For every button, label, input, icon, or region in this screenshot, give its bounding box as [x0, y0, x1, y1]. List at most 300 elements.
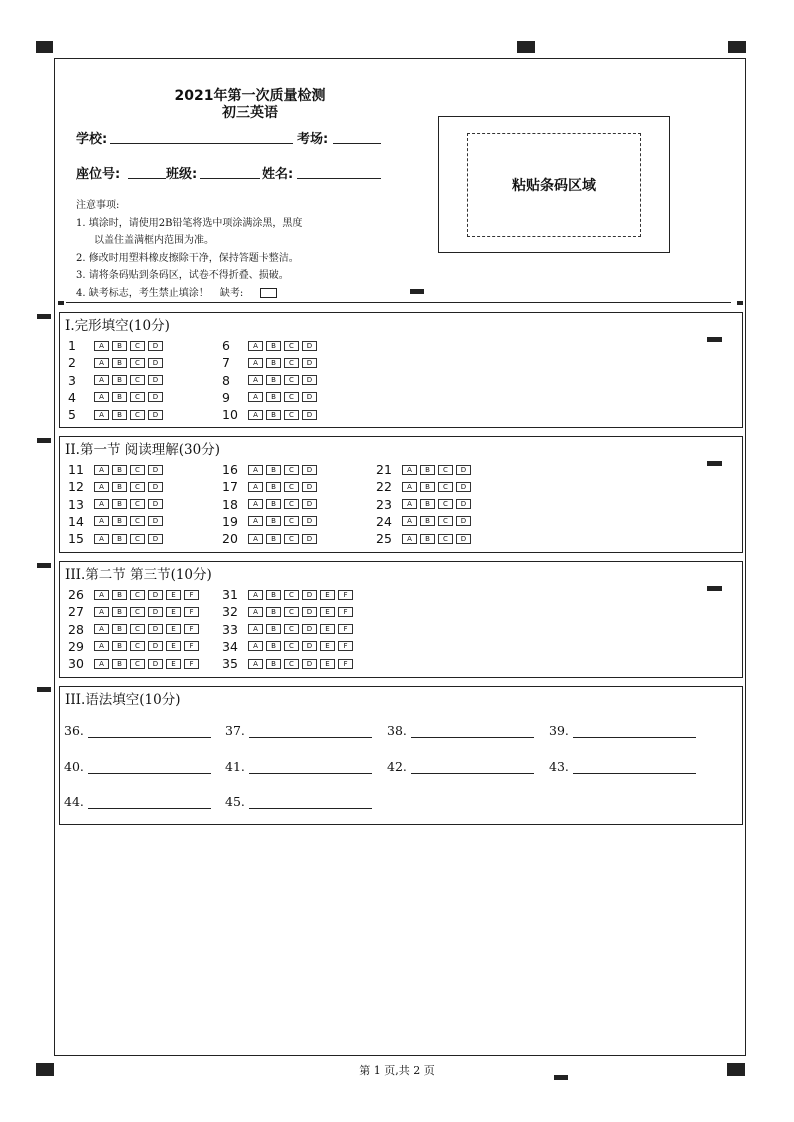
answer-bubble[interactable]: C — [130, 534, 145, 544]
question-number: 15 — [68, 531, 84, 547]
answer-line[interactable] — [88, 796, 211, 809]
question-number: 32 — [222, 604, 238, 620]
question-number: 17 — [222, 479, 238, 495]
answer-bubble[interactable]: F — [338, 641, 353, 651]
note-item: 1. 填涂时，请使用2B铅笔将选中项涂满涂黑，黑度 — [76, 217, 303, 229]
answer-bubble[interactable]: A — [248, 375, 263, 385]
answer-bubble[interactable]: B — [112, 534, 127, 544]
question-number: 12 — [68, 479, 84, 495]
answer-bubble[interactable]: E — [166, 590, 181, 600]
question-number: 34 — [222, 638, 238, 654]
answer-bubble[interactable]: A — [248, 358, 263, 368]
answer-bubble[interactable]: B — [420, 465, 435, 475]
answer-bubble[interactable]: C — [284, 375, 299, 385]
answer-bubble[interactable]: C — [130, 375, 145, 385]
question-row — [222, 513, 320, 530]
answer-bubble[interactable]: A — [402, 482, 417, 492]
answer-bubble[interactable]: E — [320, 590, 335, 600]
question-row — [222, 621, 356, 638]
fill-blank — [225, 723, 372, 738]
answer-bubble[interactable]: A — [94, 482, 109, 492]
exam-subject: 初三英语 — [222, 105, 278, 121]
answer-bubble[interactable]: D — [148, 516, 163, 526]
answer-bubble[interactable]: B — [112, 392, 127, 402]
question-number: 3 — [68, 372, 76, 388]
answer-bubble[interactable]: B — [420, 499, 435, 509]
question-row — [68, 603, 202, 620]
answer-bubble[interactable]: C — [130, 465, 145, 475]
answer-bubble[interactable]: A — [94, 624, 109, 634]
question-number: 1 — [68, 338, 76, 353]
note-item — [76, 285, 302, 303]
answer-bubble[interactable]: C — [130, 482, 145, 492]
answer-bubble[interactable]: D — [148, 659, 163, 669]
fill-blank — [225, 759, 372, 774]
page-footer: 第 1 页,共 2 页 — [359, 1064, 435, 1077]
answer-bubble[interactable]: C — [284, 358, 299, 368]
answer-bubble[interactable]: C — [284, 465, 299, 475]
answer-bubble[interactable]: B — [112, 590, 127, 600]
answer-bubble[interactable]: C — [284, 534, 299, 544]
answer-bubble[interactable]: B — [112, 641, 127, 651]
answer-bubble[interactable]: C — [284, 624, 299, 634]
answer-line[interactable] — [573, 725, 696, 738]
notes-block — [76, 197, 302, 302]
blank-number: 37. — [225, 723, 245, 738]
section-title: I.完形填空(10分) — [65, 318, 170, 334]
answer-bubble[interactable]: B — [420, 482, 435, 492]
answer-bubble[interactable]: D — [302, 410, 317, 420]
answer-bubble[interactable]: B — [266, 499, 281, 509]
fill-blank — [387, 723, 534, 738]
answer-bubble[interactable]: F — [184, 607, 199, 617]
answer-bubble[interactable]: B — [266, 392, 281, 402]
answer-bubble[interactable]: C — [284, 410, 299, 420]
alignment-mark — [517, 41, 535, 53]
answer-bubble[interactable]: A — [402, 516, 417, 526]
answer-bubble[interactable]: A — [94, 534, 109, 544]
notes-heading: 注意事项: — [76, 200, 120, 211]
blank-number: 42. — [387, 758, 407, 774]
answer-bubble[interactable]: A — [248, 659, 263, 669]
question-number: 22 — [376, 479, 392, 495]
answer-line[interactable] — [411, 725, 534, 738]
answer-bubble[interactable]: B — [266, 410, 281, 420]
alignment-mark — [728, 41, 746, 53]
question-row — [68, 372, 166, 389]
answer-bubble[interactable]: D — [456, 482, 471, 492]
answer-bubble[interactable]: C — [130, 392, 145, 402]
answer-bubble[interactable]: A — [94, 465, 109, 475]
answer-bubble[interactable]: C — [284, 607, 299, 617]
question-row — [222, 586, 356, 603]
answer-bubble[interactable]: A — [402, 534, 417, 544]
answer-bubble[interactable]: D — [148, 410, 163, 420]
question-number: 27 — [68, 604, 84, 620]
question-row — [68, 638, 202, 655]
answer-bubble[interactable]: A — [94, 375, 109, 385]
answer-bubble[interactable]: C — [130, 516, 145, 526]
answer-bubble[interactable]: C — [438, 534, 453, 544]
answer-bubble[interactable]: A — [94, 641, 109, 651]
answer-bubble[interactable]: E — [320, 659, 335, 669]
name-field[interactable] — [297, 178, 381, 179]
question-number: 28 — [68, 621, 84, 637]
fill-blank — [549, 723, 696, 738]
question-row — [222, 530, 320, 547]
section-title: III.语法填空(10分) — [65, 692, 181, 708]
question-number: 35 — [222, 656, 238, 672]
question-number: 13 — [68, 496, 84, 512]
question-row — [376, 496, 474, 513]
answer-bubble[interactable]: B — [266, 534, 281, 544]
question-row — [376, 461, 474, 478]
question-row — [222, 496, 320, 513]
answer-bubble[interactable]: A — [248, 516, 263, 526]
question-number: 18 — [222, 496, 238, 512]
answer-bubble[interactable]: A — [94, 341, 109, 351]
question-row — [68, 655, 202, 672]
answer-bubble[interactable]: F — [184, 659, 199, 669]
answer-bubble[interactable]: B — [266, 659, 281, 669]
alignment-mark — [36, 41, 53, 53]
question-number: 23 — [376, 496, 392, 512]
header-divider — [66, 302, 731, 303]
answer-bubble[interactable]: F — [184, 590, 199, 600]
question-row — [376, 530, 474, 547]
answer-bubble[interactable]: B — [266, 607, 281, 617]
answer-bubble[interactable]: B — [112, 410, 127, 420]
absent-label: 缺考: — [219, 287, 244, 299]
question-row — [222, 638, 356, 655]
question-row — [222, 655, 356, 672]
answer-bubble[interactable]: B — [266, 375, 281, 385]
question-row — [68, 586, 202, 603]
answer-bubble[interactable]: C — [130, 410, 145, 420]
answer-bubble[interactable]: C — [130, 499, 145, 509]
answer-bubble[interactable]: D — [148, 392, 163, 402]
answer-bubble[interactable]: D — [302, 465, 317, 475]
answer-bubble[interactable]: B — [112, 341, 127, 351]
answer-bubble[interactable]: B — [266, 641, 281, 651]
answer-bubble[interactable]: C — [284, 641, 299, 651]
answer-bubble[interactable]: D — [302, 659, 317, 669]
blank-number: 45. — [225, 794, 245, 809]
answer-bubble[interactable]: B — [420, 516, 435, 526]
answer-bubble[interactable]: D — [302, 375, 317, 385]
answer-line[interactable] — [88, 761, 211, 774]
question-number: 16 — [222, 462, 238, 477]
answer-bubble[interactable]: C — [130, 624, 145, 634]
answer-bubble[interactable]: B — [266, 624, 281, 634]
answer-bubble[interactable]: C — [284, 659, 299, 669]
answer-bubble[interactable]: D — [148, 465, 163, 475]
answer-bubble[interactable]: D — [456, 499, 471, 509]
section-mark — [707, 586, 722, 591]
answer-bubble[interactable]: B — [266, 465, 281, 475]
question-number: 20 — [222, 531, 238, 547]
barcode-area — [438, 116, 670, 253]
answer-bubble[interactable]: B — [112, 659, 127, 669]
answer-bubble[interactable]: D — [148, 607, 163, 617]
blank-number: 40. — [64, 758, 84, 774]
answer-bubble[interactable]: C — [438, 499, 453, 509]
answer-bubble[interactable]: D — [148, 590, 163, 600]
question-row — [222, 337, 320, 354]
answer-bubble[interactable]: A — [94, 607, 109, 617]
answer-bubble[interactable]: A — [94, 516, 109, 526]
answer-bubble[interactable]: C — [438, 465, 453, 475]
question-row — [68, 513, 166, 530]
answer-bubble[interactable]: C — [284, 392, 299, 402]
seat-field[interactable] — [128, 178, 166, 179]
exam-title: 2021年第一次质量检测 — [174, 88, 326, 104]
section-reading-2-3 — [59, 561, 743, 678]
question-number: 10 — [222, 407, 238, 423]
fill-blank — [64, 794, 211, 809]
timing-mark — [37, 687, 51, 692]
section-title: III.第二节 第三节(10分) — [65, 567, 212, 583]
question-row — [222, 478, 320, 495]
answer-bubble[interactable]: A — [94, 358, 109, 368]
question-number: 21 — [376, 462, 392, 477]
answer-bubble[interactable]: C — [284, 499, 299, 509]
answer-line[interactable] — [249, 796, 372, 809]
school-label: 学校: — [76, 132, 108, 147]
answer-bubble[interactable]: B — [420, 534, 435, 544]
note-item: 2. 修改时用塑料橡皮擦除干净，保持答题卡整洁。 — [76, 252, 299, 264]
answer-bubble[interactable]: A — [94, 499, 109, 509]
blank-number: 43. — [549, 758, 569, 774]
question-number: 6 — [222, 338, 230, 353]
answer-bubble[interactable]: A — [402, 465, 417, 475]
answer-bubble[interactable]: F — [184, 641, 199, 651]
answer-bubble[interactable]: F — [184, 624, 199, 634]
section-cloze — [59, 312, 743, 428]
exam-room-field[interactable] — [333, 143, 381, 144]
answer-bubble[interactable]: A — [94, 590, 109, 600]
answer-bubble[interactable]: D — [302, 482, 317, 492]
exam-room-label: 考场: — [297, 132, 329, 147]
answer-bubble[interactable]: A — [94, 410, 109, 420]
question-row — [68, 496, 166, 513]
answer-bubble[interactable]: C — [284, 482, 299, 492]
class-label: 班级: — [166, 167, 198, 182]
answer-bubble[interactable]: C — [284, 341, 299, 351]
answer-bubble[interactable]: A — [248, 641, 263, 651]
question-row — [68, 389, 166, 406]
answer-bubble[interactable]: D — [148, 358, 163, 368]
answer-bubble[interactable]: E — [320, 624, 335, 634]
question-number: 5 — [68, 407, 76, 423]
answer-bubble[interactable]: D — [456, 465, 471, 475]
question-row — [68, 337, 166, 354]
question-row — [68, 406, 166, 423]
question-number: 9 — [222, 389, 230, 405]
barcode-paste-zone — [467, 133, 641, 237]
question-row — [222, 461, 320, 478]
question-row — [376, 513, 474, 530]
question-row — [68, 621, 202, 638]
fill-blank — [64, 723, 211, 738]
answer-bubble[interactable]: C — [130, 641, 145, 651]
section-reading — [59, 436, 743, 553]
answer-line[interactable] — [249, 761, 372, 774]
answer-bubble[interactable]: C — [130, 358, 145, 368]
answer-bubble[interactable]: D — [148, 499, 163, 509]
question-row — [68, 354, 166, 371]
note-item: 3. 请将条码贴到条码区，试卷不得折叠、损破。 — [76, 270, 289, 281]
blank-number: 44. — [64, 794, 84, 809]
answer-line[interactable] — [573, 761, 696, 774]
question-number: 14 — [68, 513, 84, 529]
answer-bubble[interactable]: A — [248, 590, 263, 600]
answer-bubble[interactable]: E — [320, 607, 335, 617]
answer-bubble[interactable]: E — [166, 641, 181, 651]
answer-bubble[interactable]: D — [302, 624, 317, 634]
answer-bubble[interactable]: A — [94, 659, 109, 669]
answer-bubble[interactable]: A — [248, 607, 263, 617]
answer-bubble[interactable]: E — [320, 641, 335, 651]
timing-mark — [37, 314, 51, 319]
question-row — [68, 478, 166, 495]
question-number: 19 — [222, 513, 238, 529]
answer-bubble[interactable]: A — [248, 465, 263, 475]
answer-bubble[interactable]: B — [112, 375, 127, 385]
answer-bubble[interactable]: D — [302, 641, 317, 651]
question-number: 33 — [222, 621, 238, 637]
question-row — [376, 478, 474, 495]
answer-bubble[interactable]: A — [248, 410, 263, 420]
answer-bubble[interactable]: E — [166, 607, 181, 617]
answer-bubble[interactable]: D — [148, 624, 163, 634]
question-row — [68, 461, 166, 478]
answer-bubble[interactable]: B — [112, 482, 127, 492]
answer-bubble[interactable]: D — [302, 341, 317, 351]
answer-bubble[interactable]: C — [284, 590, 299, 600]
answer-bubble[interactable]: B — [112, 358, 127, 368]
answer-bubble[interactable]: A — [248, 534, 263, 544]
name-label: 姓名: — [262, 167, 294, 182]
section-mark — [707, 337, 722, 342]
question-number: 30 — [68, 656, 84, 672]
answer-bubble[interactable]: C — [130, 590, 145, 600]
fill-blank — [225, 794, 372, 809]
answer-bubble[interactable]: D — [148, 641, 163, 651]
absent-checkbox[interactable] — [260, 288, 277, 298]
answer-bubble[interactable]: A — [248, 499, 263, 509]
answer-line[interactable] — [249, 725, 372, 738]
answer-bubble[interactable]: D — [148, 341, 163, 351]
answer-bubble[interactable]: D — [456, 534, 471, 544]
school-field[interactable] — [110, 143, 293, 144]
answer-bubble[interactable]: A — [94, 392, 109, 402]
answer-bubble[interactable]: B — [266, 341, 281, 351]
answer-bubble[interactable]: A — [402, 499, 417, 509]
question-number: 25 — [376, 531, 392, 547]
seat-label: 座位号: — [76, 167, 121, 182]
question-row — [222, 389, 320, 406]
answer-bubble[interactable]: A — [248, 482, 263, 492]
timing-mark — [37, 438, 51, 443]
fill-blank — [549, 759, 696, 774]
question-number: 2 — [68, 355, 76, 371]
question-number: 7 — [222, 355, 230, 371]
answer-bubble[interactable]: F — [338, 590, 353, 600]
answer-bubble[interactable]: F — [338, 624, 353, 634]
class-field[interactable] — [200, 178, 260, 179]
answer-bubble[interactable]: B — [266, 482, 281, 492]
question-row — [68, 530, 166, 547]
answer-bubble[interactable]: B — [112, 607, 127, 617]
answer-bubble[interactable]: E — [166, 624, 181, 634]
answer-bubble[interactable]: C — [130, 607, 145, 617]
answer-bubble[interactable]: D — [302, 358, 317, 368]
answer-bubble[interactable]: C — [438, 482, 453, 492]
answer-bubble[interactable]: F — [338, 659, 353, 669]
answer-bubble[interactable]: D — [302, 607, 317, 617]
answer-bubble[interactable]: A — [248, 624, 263, 634]
answer-bubble[interactable]: A — [248, 341, 263, 351]
question-row — [222, 354, 320, 371]
question-number: 24 — [376, 513, 392, 529]
question-row — [222, 406, 320, 423]
answer-bubble[interactable]: B — [266, 590, 281, 600]
barcode-label: 粘贴条码区域 — [512, 178, 596, 194]
answer-bubble[interactable]: D — [302, 590, 317, 600]
answer-bubble[interactable]: B — [112, 499, 127, 509]
answer-bubble[interactable]: D — [148, 534, 163, 544]
answer-bubble[interactable]: D — [456, 516, 471, 526]
answer-bubble[interactable]: B — [112, 465, 127, 475]
answer-bubble[interactable]: E — [166, 659, 181, 669]
question-row — [222, 603, 356, 620]
question-number: 29 — [68, 638, 84, 654]
answer-bubble[interactable]: D — [148, 482, 163, 492]
question-number: 31 — [222, 587, 238, 602]
absent-note: 4. 缺考标志，考生禁止填涂！ — [76, 287, 209, 299]
answer-bubble[interactable]: C — [284, 516, 299, 526]
blank-number: 41. — [225, 758, 245, 774]
answer-bubble[interactable]: C — [438, 516, 453, 526]
answer-bubble[interactable]: C — [130, 341, 145, 351]
question-number: 11 — [68, 462, 84, 477]
answer-bubble[interactable]: D — [302, 534, 317, 544]
answer-bubble[interactable]: A — [248, 392, 263, 402]
answer-bubble[interactable]: B — [112, 516, 127, 526]
question-row — [222, 372, 320, 389]
blank-number: 39. — [549, 723, 569, 738]
answer-bubble[interactable]: D — [302, 516, 317, 526]
answer-bubble[interactable]: B — [266, 358, 281, 368]
note-item: 以盖住盖满框内范围为准。 — [94, 235, 214, 246]
answer-bubble[interactable]: F — [338, 607, 353, 617]
answer-bubble[interactable]: B — [112, 624, 127, 634]
question-number: 26 — [68, 587, 84, 602]
blank-number: 36. — [64, 723, 84, 738]
answer-bubble[interactable]: D — [302, 392, 317, 402]
answer-line[interactable] — [88, 725, 211, 738]
answer-bubble[interactable]: B — [266, 516, 281, 526]
answer-bubble[interactable]: D — [302, 499, 317, 509]
answer-bubble[interactable]: C — [130, 659, 145, 669]
fill-blank — [387, 759, 534, 774]
section-title: II.第一节 阅读理解(30分) — [65, 442, 220, 458]
answer-line[interactable] — [411, 761, 534, 774]
timing-mark — [37, 563, 51, 568]
fill-blank — [64, 759, 211, 774]
answer-bubble[interactable]: D — [148, 375, 163, 385]
